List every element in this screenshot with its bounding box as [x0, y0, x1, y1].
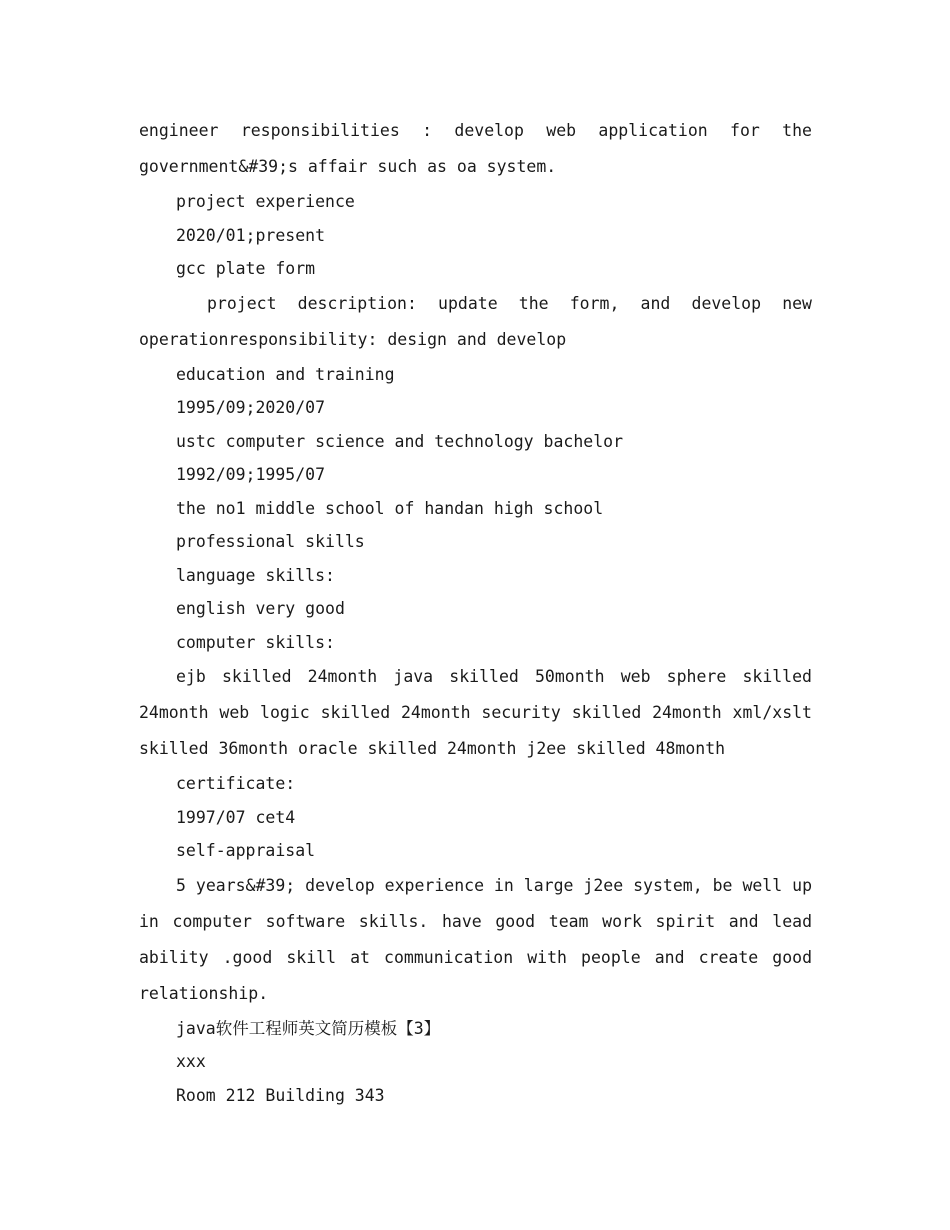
computer-skills-label: computer skills: — [176, 632, 335, 652]
document-body — [139, 113, 812, 1112]
heading-professional-skills: professional skills — [176, 532, 365, 551]
template-title: java软件工程师英文简历模板【3】 — [176, 1018, 441, 1038]
job-responsibilities: engineer responsibilities : develop web application for the government&#39;s affair such as oa system. — [139, 121, 812, 176]
heading-self-appraisal: self-appraisal — [176, 841, 316, 860]
edu-school-1: ustc computer science and technology bachelor — [176, 431, 624, 451]
project-name: gcc plate form — [176, 259, 316, 278]
computer-skills-value: ejb skilled 24month java skilled 50month web sphere skilled 24month web logic skilled 24month security skilled 24month xml/xslt skilled 36month oracle skilled 24month j2ee skilled 48month — [139, 667, 812, 758]
self-appraisal-text: 5 years&#39; develop experience in large j2ee system, be well up in computer software skills. have good team work spirit and lead ability .good skill at communication with people and create good relationship. — [139, 875, 812, 1003]
heading-project-experience: project experience — [176, 192, 355, 211]
edu-period-1: 1995/09;2020/07 — [176, 398, 326, 417]
heading-education: education and training — [176, 364, 395, 384]
certificate-value: 1997/07 cet4 — [176, 807, 296, 827]
project-period: 2020/01;present — [176, 225, 326, 245]
name-placeholder: xxx — [176, 1052, 206, 1071]
language-skills-value: english very good — [176, 599, 345, 618]
certificate-label: certificate: — [176, 774, 296, 793]
language-skills-label: language skills: — [176, 565, 335, 585]
edu-school-2: the no1 middle school of handan high school — [176, 498, 604, 518]
project-description: project description: update the form, and develop new operationresponsibility: design and develop — [139, 293, 812, 349]
edu-period-2: 1992/09;1995/07 — [176, 465, 326, 484]
address-line: Room 212 Building 343 — [176, 1085, 385, 1105]
